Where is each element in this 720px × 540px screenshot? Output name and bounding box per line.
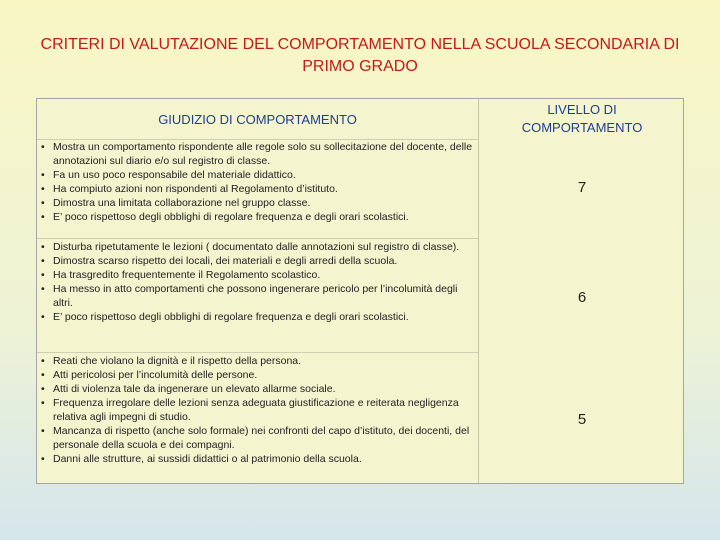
header-level <box>479 99 685 141</box>
criteria-row-7 <box>37 139 478 231</box>
list-item: • Mostra un comportamento rispondente alle regole solo su sollecitazione del docente, delle annotazioni sul diario e/o sul registro di classe. <box>53 140 478 168</box>
list-item: • Ha trasgredito frequentemente il Regolamento scolastico. <box>53 268 478 282</box>
list-item: • Ha compiuto azioni non rispondenti al Regolamento d’istituto. <box>53 182 478 196</box>
list-item: • Dimostra scarso rispetto dei locali, dei materiali e degli arredi della scuola. <box>53 254 478 268</box>
list-item: • Dimostra una limitata collaborazione nel gruppo classe. <box>53 196 478 210</box>
header-level-line-2: COMPORTAMENTO <box>521 120 643 135</box>
list-item: • E’ poco rispettoso degli obblighi di regolare frequenza e degli orari scolastici. <box>53 210 478 224</box>
list-item: • Mancanza di rispetto (anche solo formale) nei confronti del capo d’istituto, dei docenti, del personale della scuola e dei compagni. <box>53 424 478 452</box>
criteria-row-6 <box>37 238 478 348</box>
criteria-list <box>37 354 478 466</box>
level-value-6: 6 <box>577 289 587 306</box>
criteria-table <box>36 98 684 484</box>
criteria-row-5 <box>37 352 478 482</box>
title-line-1: CRITERI DI VALUTAZIONE DEL COMPORTAMENTO NELLA SCUOLA SECONDARIA DI <box>40 36 680 53</box>
list-item: • Atti di violenza tale da ingenerare un elevato allarme sociale. <box>53 382 478 396</box>
list-item: • Atti pericolosi per l’incolumità delle persone. <box>53 368 478 382</box>
criteria-list <box>37 140 478 224</box>
criteria-list <box>37 240 478 324</box>
list-item: • Fa un uso poco responsabile del materiale didattico. <box>53 168 478 182</box>
title-line-2: PRIMO GRADO <box>302 58 418 75</box>
level-value-7: 7 <box>577 179 587 196</box>
list-item: • E’ poco rispettoso degli obblighi di regolare frequenza e degli orari scolastici. <box>53 310 478 324</box>
list-item: • Ha messo in atto comportamenti che possono ingenerare pericolo per l’incolumità degli altri. <box>53 282 478 310</box>
list-item: • Frequenza irregolare delle lezioni senza adeguata giustificazione e reiterata negligenza relativa agli impegni di studio. <box>53 396 478 424</box>
page-title <box>10 34 710 78</box>
header-judgement: GIUDIZIO DI COMPORTAMENTO <box>37 99 478 140</box>
list-item: • Disturba ripetutamente le lezioni ( documentato dalle annotazioni sul registro di classe). <box>53 240 478 254</box>
list-item: • Reati che violano la dignità e il rispetto della persona. <box>53 354 478 368</box>
header-level-line-1: LIVELLO DI <box>547 102 617 117</box>
list-item: • Danni alle strutture, ai sussidi didattici o al patrimonio della scuola. <box>53 452 478 466</box>
level-value-5: 5 <box>577 411 587 428</box>
